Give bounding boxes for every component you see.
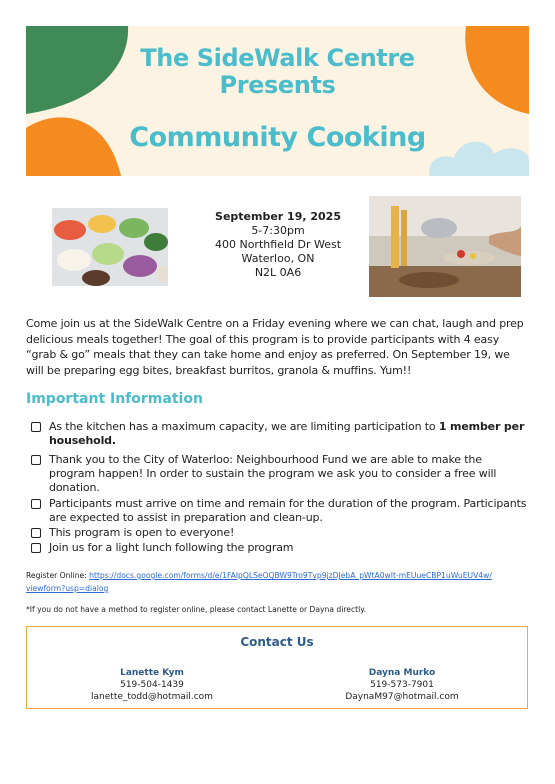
event-address: 400 Northfield Dr West: [214, 238, 342, 251]
header-banner: [26, 26, 529, 176]
cooking-photo: [369, 196, 521, 297]
event-date: September 19, 2025: [215, 210, 341, 223]
contact-name: Lanette Kym: [120, 668, 184, 678]
contact-phone: 519-504-1439: [120, 680, 184, 690]
vegetables-photo: [52, 208, 168, 286]
checkbox-icon: [31, 422, 41, 432]
contact-email: DaynaM97@hotmail.com: [345, 692, 459, 702]
info-item: Thank you to the City of Waterloo: Neighbourhood Fund we are able to make the program happen! In order to sustain the program we ask you to consider a free will donation.: [31, 453, 529, 495]
info-item: As the kitchen has a maximum capacity, we are limiting participation to 1 member per household.: [31, 420, 529, 448]
contact-box: [26, 626, 528, 709]
checkbox-icon: [31, 528, 41, 538]
intro-paragraph: Come join us at the SideWalk Centre on a Friday evening where we can chat, laugh and prep delicious meals together! The goal of this program is to provide participants with 4 easy “grab & go” meals that they can take home and enjoy as preferred. On September 19, we will be preparing egg bites, breakfast burritos, granola & muffins. Yum!!: [26, 317, 524, 377]
info-item: This program is open to everyone!: [31, 526, 529, 540]
checkbox-icon: [31, 543, 41, 553]
contact-person: [317, 667, 487, 703]
register-note: *If you do not have a method to register online, please contact Lanette or Dayna directly.: [26, 605, 367, 614]
contact-name: Dayna Murko: [368, 668, 436, 678]
important-info-heading: Important Information: [26, 391, 203, 407]
info-item: Join us for a light lunch following the program: [31, 541, 529, 555]
register-link[interactable]: https://docs.google.com/forms/d/e/1FAIpQLSeOQBW9Tro9Tvp9jzDJebA_pWtA0wIt-mEUueCBP1uWuEUV4w/viewform?usp=dialog: [26, 571, 492, 593]
checkbox-icon: [31, 499, 41, 509]
event-time: 5-7:30pm: [251, 224, 305, 237]
event-details: [190, 210, 366, 280]
event-city: Waterloo, ON: [241, 252, 315, 265]
info-item: Participants must arrive on time and remain for the duration of the program. Participants are expected to assist in preparation and clean-up.: [31, 497, 529, 525]
contact-email: lanette_todd@hotmail.com: [91, 692, 213, 702]
contact-person: [67, 667, 237, 703]
contact-heading: Contact Us: [240, 635, 314, 649]
register-label: Register Online:: [26, 571, 90, 580]
event-postal: N2L 0A6: [254, 266, 302, 279]
banner-subtitle: Community Cooking: [129, 122, 426, 153]
banner-title: The SideWalk Centre Presents: [140, 44, 415, 99]
checkbox-icon: [31, 455, 41, 465]
register-line: [26, 569, 496, 595]
contact-phone: 519-573-7901: [370, 680, 434, 690]
